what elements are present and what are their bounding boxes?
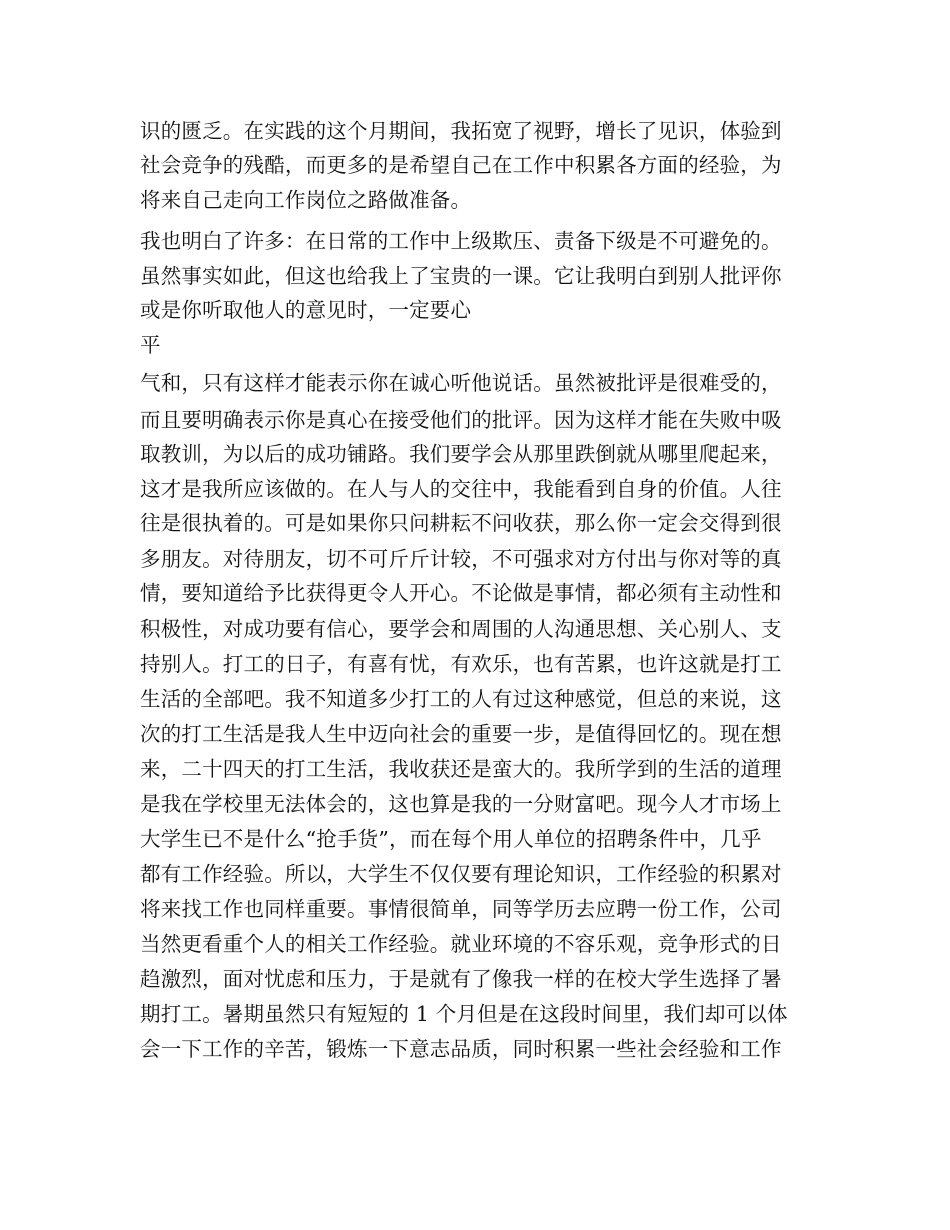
text-line-6: 或是你听取他人的意见时，一定要心 [140, 298, 472, 322]
text-line-2: 社会竞争的残酷，而更多的是希望自己在工作中积累各方面的经验，为 [140, 153, 782, 177]
text-line-26: 期打工。暑期虽然只有短短的 1 个月但是在这段时间里，我们却可以体 [140, 1002, 788, 1026]
text-line-17: 生活的全部吧。我不知道多少打工的人有过这种感觉，但总的来说，这 [140, 687, 782, 711]
text-line-7: 平 [140, 333, 161, 357]
text-line-24: 当然更看重个人的相关工作经验。就业环境的不容乐观，竞争形式的日 [140, 932, 782, 956]
text-line-15: 积极性，对成功要有信心，要学会和周围的人沟通思想、关心别人、支 [140, 617, 782, 641]
text-line-5: 虽然事实如此，但这也给我上了宝贵的一课。它让我明白到别人批评你 [140, 264, 782, 288]
text-line-23: 将来找工作也同样重要。事情很简单，同等学历去应聘一份工作，公司 [140, 897, 782, 921]
text-line-3: 将来自己走向工作岗位之路做准备。 [140, 188, 472, 212]
text-line-20: 是我在学校里无法体会的，这也算是我的一分财富吧。现今人才市场上 [140, 792, 782, 816]
text-line-14: 情，要知道给予比获得更令人开心。不论做是事情，都必须有主动性和 [140, 581, 782, 605]
text-line-10: 取教训，为以后的成功铺路。我们要学会从那里跌倒就从哪里爬起来， [140, 442, 782, 466]
text-line-13: 多朋友。对待朋友，切不可斤斤计较，不可强求对方付出与你对等的真 [140, 547, 782, 571]
text-line-27: 会一下工作的辛苦，锻炼一下意志品质，同时积累一些社会经验和工作 [140, 1037, 782, 1061]
text-line-11: 这才是我所应该做的。在人与人的交往中，我能看到自身的价值。人往 [140, 477, 782, 501]
text-line-18: 次的打工生活是我人生中迈向社会的重要一步，是值得回忆的。现在想 [140, 722, 782, 746]
text-line-4: 我也明白了许多：在日常的工作中上级欺压、责备下级是不可避免的。 [140, 229, 782, 253]
text-line-16: 持别人。打工的日子，有喜有忧，有欢乐，也有苦累，也许这就是打工 [140, 652, 782, 676]
text-line-21: 大学生已不是什么“抢手货”，而在每个用人单位的招聘条件中，几乎 [140, 827, 762, 851]
text-line-22: 都有工作经验。所以，大学生不仅仅要有理论知识，工作经验的积累对 [140, 862, 782, 886]
text-line-25: 趋激烈，面对忧虑和压力，于是就有了像我一样的在校大学生选择了暑 [140, 967, 782, 991]
text-line-19: 来，二十四天的打工生活，我收获还是蛮大的。我所学到的生活的道理 [140, 757, 782, 781]
text-line-1: 识的匮乏。在实践的这个月期间，我拓宽了视野，增长了见识，体验到 [140, 119, 782, 143]
text-line-9: 而且要明确表示你是真心在接受他们的批评。因为这样才能在失败中吸 [140, 408, 782, 432]
text-line-8: 气和，只有这样才能表示你在诚心听他说话。虽然被批评是很难受的， [140, 371, 782, 395]
text-line-12: 往是很执着的。可是如果你只问耕耘不问收获，那么你一定会交得到很 [140, 511, 782, 535]
